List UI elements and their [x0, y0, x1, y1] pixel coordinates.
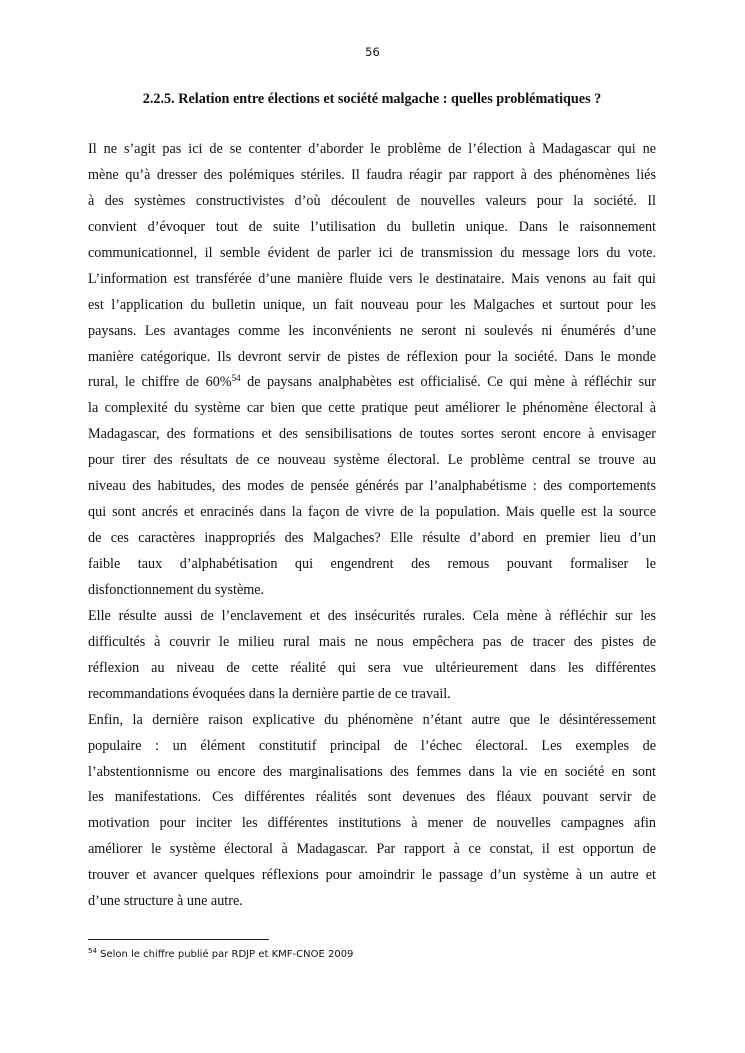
- text-line: faible taux d’alphabétisation qui engendrent des remous pouvant formaliser le: [88, 556, 656, 572]
- footnote-reference[interactable]: 54: [231, 373, 241, 384]
- page-number: 56: [365, 45, 380, 59]
- text-line: populaire : un élément constitutif principal de l’échec électoral. Les exemples de: [88, 737, 656, 754]
- text-line: la complexité du système car bien que cette pratique peut améliorer le phénomène électoral à: [88, 400, 656, 417]
- text-line: Enfin, la dernière raison explicative du phénomène n’étant autre que le désintéressement: [88, 711, 656, 728]
- text-line-with-footnote: [88, 370, 656, 396]
- text-line: qui sont ancrés et enracinés dans la façon de vivre de la population. Mais quelle est la source: [88, 504, 656, 521]
- body-text: [88, 137, 656, 915]
- text-segment: de paysans analphabètes est officialisé. Ce qui mène à réfléchir sur: [240, 374, 656, 391]
- text-line: de ces caractères inappropriés des Malgaches? Elle résulte d’abord en premier lieu d’un: [88, 530, 656, 547]
- footnote: [88, 948, 656, 962]
- text-line: disfonctionnement du système.: [88, 581, 265, 598]
- text-line: est l’application du bulletin unique, un fait nouveau pour les Malgaches et surtout pour les: [88, 296, 656, 313]
- text-line: difficultés à couvrir le milieu rural mais ne nous empêchera pas de tracer des pistes de: [88, 633, 656, 650]
- text-line: Madagascar, des formations et des sensibilisations de toutes sortes seront encore à envisager: [88, 426, 656, 443]
- text-line: paysans. Les avantages comme les inconvénients ne seront ni soulevés ni énumérés d’une: [88, 322, 656, 339]
- text-line: à des systèmes constructivistes d’où découlent de nouvelles valeurs pour la société. Il: [88, 192, 656, 209]
- text-line: Il ne s’agit pas ici de se contenter d’aborder le problème de l’élection à Madagascar qui ne: [88, 141, 656, 157]
- section-heading: 2.2.5. Relation entre élections et société malgache : quelles problématiques ?: [142, 91, 602, 107]
- text-line: pour tirer des résultats de ce nouveau système électoral. Le problème central se trouve au: [88, 452, 656, 469]
- text-line: recommandations évoquées dans la dernière partie de ce travail.: [88, 685, 451, 702]
- text-line: motivation pour inciter les différentes institutions à mener de nouvelles campagnes afin: [88, 815, 656, 832]
- footnote-text: Selon le chiffre publié par RDJP et KMF-CNOE 2009: [96, 949, 354, 960]
- text-line: les manifestations. Ces différentes réalités sont devenues des fléaux pouvant servir de: [88, 789, 656, 806]
- text-segment: rural, le chiffre de 60%: [88, 374, 232, 391]
- text-line: communicationnel, il semble évident de parler ici de transmission du message lors du vote.: [88, 244, 656, 261]
- text-line: d’une structure à une autre.: [88, 893, 243, 910]
- footnote-mark: 54: [88, 947, 97, 955]
- text-line: trouver et avancer quelques réflexions pour amoindrir le passage d’un système à un autre et: [88, 867, 656, 884]
- text-line: manière catégorique. Ils devront servir de pistes de réflexion pour la société. Dans le monde: [88, 348, 656, 365]
- text-line: convient d’évoquer tout de suite l’utilisation du bulletin unique. Dans le raisonnement: [88, 218, 656, 235]
- footnote-separator: [88, 939, 269, 940]
- text-line: L’information est transférée d’une manière fluide vers le destinataire. Mais venons au fait qui: [88, 270, 656, 287]
- text-line: l’abstentionnisme ou encore des marginalisations des femmes dans la vie en société en sont: [88, 763, 656, 780]
- text-line: Elle résulte aussi de l’enclavement et des insécurités rurales. Cela mène à réfléchir sur les: [88, 607, 656, 624]
- text-line: niveau des habitudes, des modes de pensée générés par l’analphabétisme : des comportements: [88, 478, 656, 495]
- text-line: réflexion au niveau de cette réalité qui sera vue ultérieurement dans les différentes: [88, 659, 656, 676]
- text-line: améliorer le système électoral à Madagascar. Par rapport à ce constat, il est opportun de: [88, 841, 656, 858]
- text-line: mène qu’à dresser des polémiques stériles. Il faudra réagir par rapport à des phénomènes liés: [88, 166, 656, 183]
